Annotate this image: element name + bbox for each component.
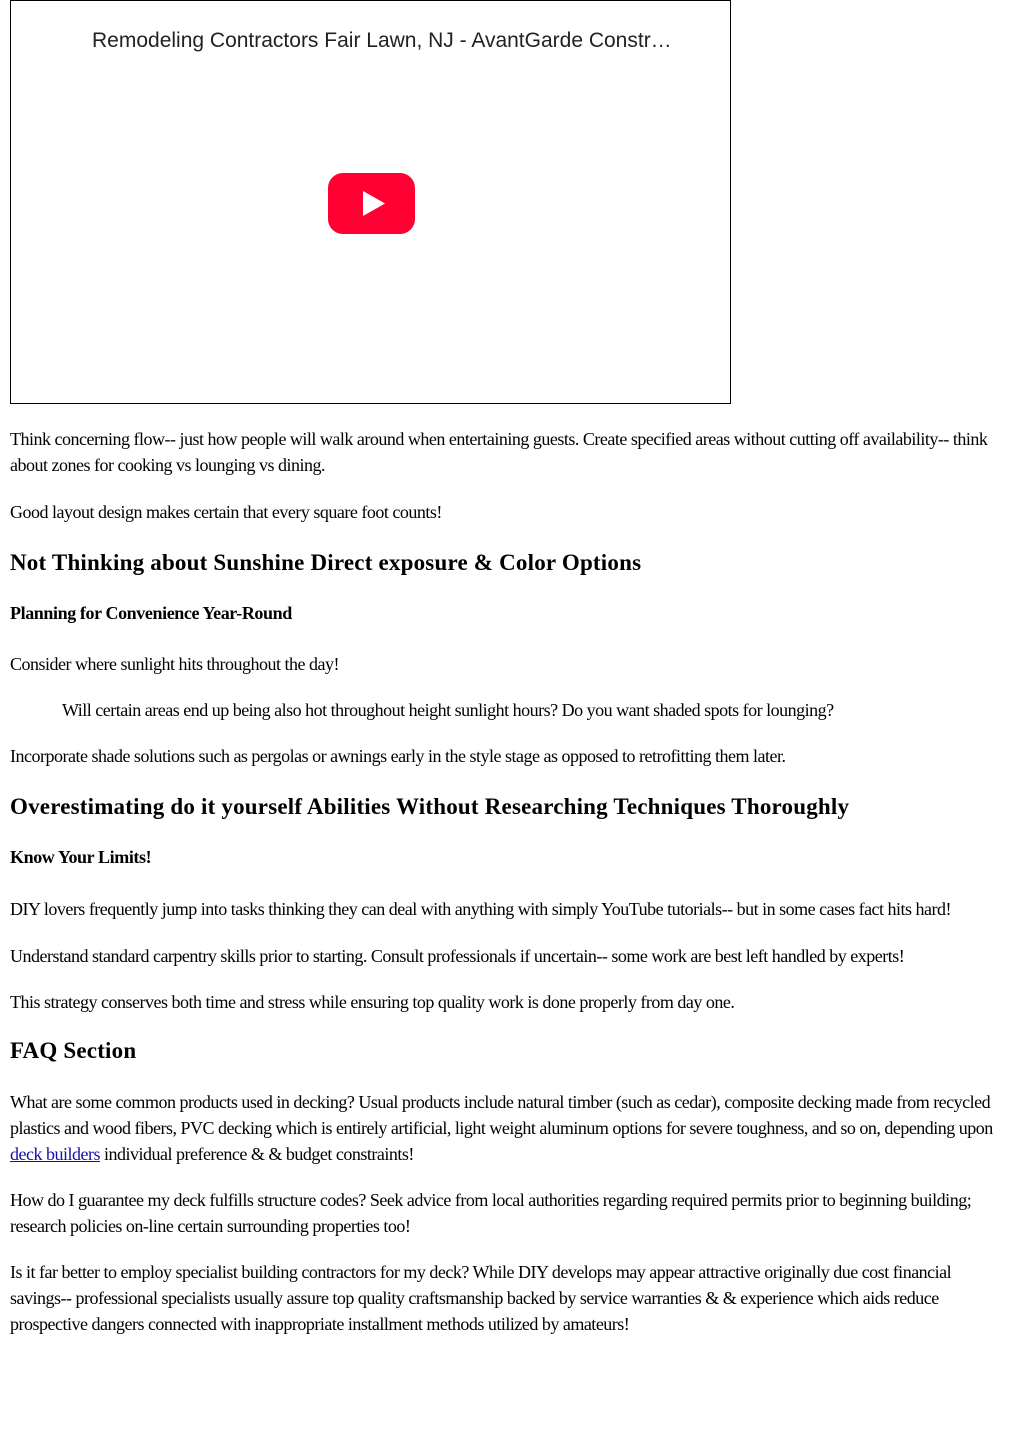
paragraph-sunlight: Consider where sunlight hits throughout the day! (10, 654, 339, 674)
faq-products-text-end: individual preference & & budget constraints! (99, 1144, 414, 1164)
faq-contractors: Is it far better to employ specialist building contractors for my deck? While DIY develops may appear attractive originally due cost financial savings-- professional specialists usually assure top quality craftsmanship backed by service warranties & & experience which aids reduce prospective dangers connected with inappropriate installment methods utilized by amateurs! (10, 1262, 952, 1334)
paragraph-flow: Think concerning flow-- just how people will walk around when entertaining guests. Create specified areas without cutting off availability-- think about zones for cooking vs lounging vs dining. (10, 429, 988, 475)
subheading-planning: Planning for Convenience Year-Round (10, 603, 292, 623)
deck-builders-link[interactable]: deck builders (10, 1144, 100, 1164)
heading-sunshine: Not Thinking about Sunshine Direct exposure & Color Options (10, 550, 642, 575)
play-icon (328, 173, 415, 234)
faq-codes: How do I guarantee my deck fulfills structure codes? Seek advice from local authorities regarding required permits prior to beginning building; research policies on-line certain surrounding properties too! (10, 1190, 972, 1236)
video-embed[interactable] (10, 0, 731, 404)
paragraph-carpentry: Understand standard carpentry skills prior to starting. Consult professionals if uncertain-- some work are best left handled by experts! (10, 946, 905, 966)
faq-products-text: What are some common products used in decking? Usual products include natural timber (such as cedar), composite decking made from recycled plastics and wood fibers, PVC decking which is entirely artificial, light weight aluminum options for severe toughness, and so on, depending upon (10, 1092, 993, 1138)
paragraph-shade-question: Will certain areas end up being also hot throughout height sunlight hours? Do you want shaded spots for lounging? (62, 700, 834, 720)
play-button[interactable] (328, 173, 415, 234)
article-body (10, 426, 1005, 1337)
paragraph-diy-lovers: DIY lovers frequently jump into tasks thinking they can deal with anything with simply YouTube tutorials-- but in some cases fact hits hard! (10, 899, 952, 919)
video-title[interactable]: Remodeling Contractors Fair Lawn, NJ - AvantGarde Constr… (92, 29, 672, 52)
faq-products (10, 1089, 1005, 1167)
paragraph-layout: Good layout design makes certain that every square foot counts! (10, 502, 442, 522)
subheading-limits: Know Your Limits! (10, 847, 152, 867)
paragraph-shade-solutions: Incorporate shade solutions such as pergolas or awnings early in the style stage as opposed to retrofitting them later. (10, 746, 786, 766)
heading-diy: Overestimating do it yourself Abilities Without Researching Techniques Thoroughly (10, 794, 850, 819)
heading-faq: FAQ Section (10, 1038, 137, 1063)
paragraph-strategy: This strategy conserves both time and stress while ensuring top quality work is done properly from day one. (10, 992, 735, 1012)
